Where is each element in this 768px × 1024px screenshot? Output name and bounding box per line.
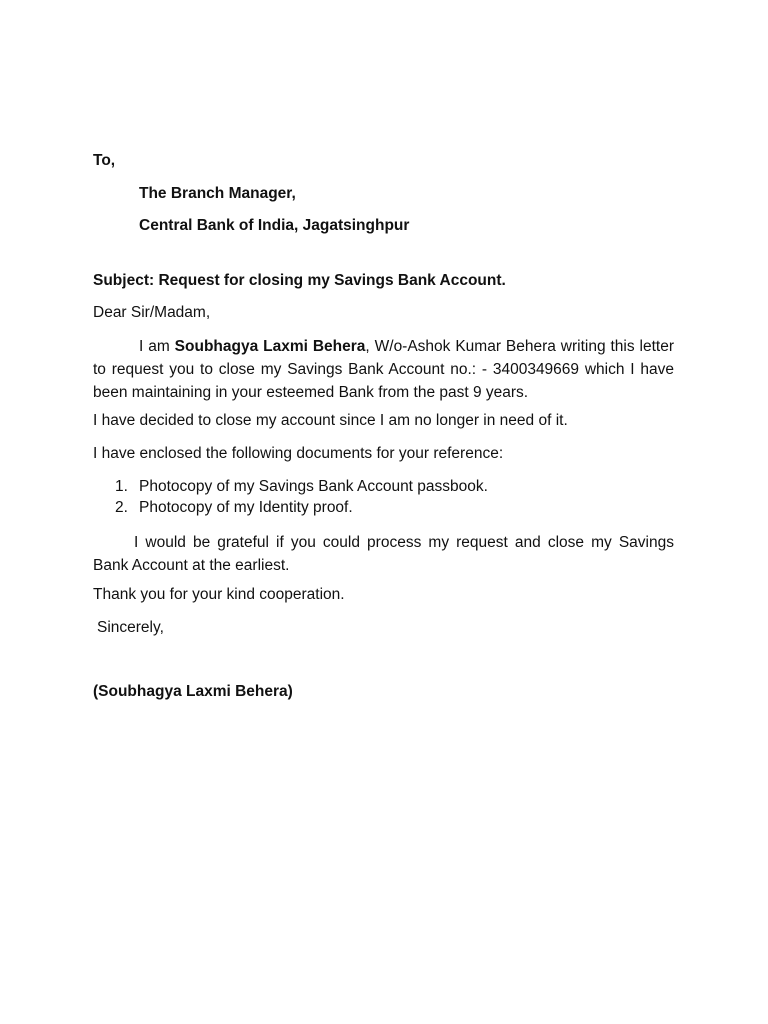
- paragraph-request: [93, 335, 674, 404]
- list-item-number: 1.: [115, 478, 128, 495]
- list-item-number: 2.: [115, 499, 128, 516]
- closing: Sincerely,: [97, 619, 164, 636]
- recipient-title: The Branch Manager,: [139, 185, 296, 202]
- sender-name: Soubhagya Laxmi Behera: [174, 338, 366, 355]
- paragraph-thanks: Thank you for your kind cooperation.: [93, 586, 345, 603]
- to-label: To,: [93, 152, 116, 169]
- list-item-text: Photocopy of my Identity proof.: [139, 499, 353, 516]
- paragraph-reason: I have decided to close my account since I am no longer in need of it.: [93, 412, 568, 429]
- para1-prefix: I am: [139, 338, 175, 355]
- para1-rest: , W/o-Ashok Kumar Behera writing this letter to request you to close my Savings Bank Account no.: - 3400349669 which I have been maintaining in your esteemed Bank from the past 9 years.: [93, 338, 674, 401]
- salutation: Dear Sir/Madam,: [93, 304, 211, 321]
- list-item-text: Photocopy of my Savings Bank Account passbook.: [139, 478, 488, 495]
- paragraph-grateful: I would be grateful if you could process my request and close my Savings Bank Account at the earliest.: [93, 534, 674, 574]
- recipient-bank: Central Bank of India, Jagatsinghpur: [139, 217, 410, 234]
- signature: (Soubhagya Laxmi Behera): [93, 683, 293, 700]
- paragraph-enclosed: I have enclosed the following documents for your reference:: [93, 445, 504, 462]
- subject-line: Subject: Request for closing my Savings Bank Account.: [93, 272, 506, 289]
